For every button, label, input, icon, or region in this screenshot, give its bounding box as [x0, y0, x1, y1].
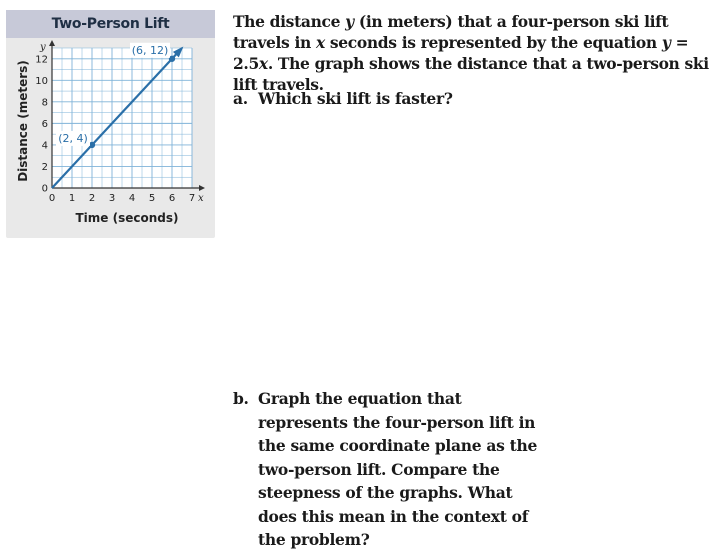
equation-x: x: [258, 54, 268, 73]
question-b-text: Graph the equation that represents the four-person lift in the same coordinate plane as the two-person lift. Compare the steepness of the graphs. What does this mean in the context of the problem?: [258, 389, 538, 549]
problem-stem: [233, 11, 715, 95]
y-axis-arrow: [49, 40, 55, 46]
question-a: [233, 88, 703, 109]
equation-y: y: [661, 33, 671, 52]
y-tick-label: 2: [41, 161, 48, 173]
x-axis-arrow: [199, 185, 205, 191]
question-b-marker: b.: [233, 389, 249, 408]
x-tick-label: 7: [188, 193, 196, 204]
x-variable-label: x: [198, 193, 204, 204]
line-chart: [0, 0, 230, 245]
y-tick-label: 6: [41, 118, 48, 130]
stem-text-2: (in meters) that a four-person ski lift travels in: [233, 12, 669, 52]
x-tick-label: 6: [168, 193, 176, 204]
y-tick-label: 8: [41, 97, 48, 109]
x-tick-label: 3: [108, 193, 116, 204]
question-a-marker: a.: [233, 89, 248, 108]
x-tick-label: 0: [48, 193, 56, 204]
y-tick-label: 10: [35, 75, 48, 87]
stem-var-x: x: [315, 33, 325, 52]
stem-text-3: seconds is represented by the equation: [324, 33, 662, 52]
question-a-text: Which ski lift is faster?: [258, 89, 453, 108]
point-label: (6, 12): [131, 43, 169, 57]
x-tick-label: 2: [88, 193, 96, 204]
chart-title: Two-Person Lift: [6, 10, 215, 38]
x-tick-label: 4: [128, 193, 136, 204]
y-variable-label: y: [40, 42, 46, 53]
stem-text-4: . The graph shows the distance that a two-person ski lift travels.: [233, 54, 709, 94]
x-axis-title: Time (seconds): [75, 211, 179, 225]
y-axis-title: Distance (meters): [16, 60, 30, 182]
x-tick-label: 1: [68, 193, 76, 204]
point-label: (2, 4): [58, 131, 88, 145]
y-tick-label: 0: [41, 183, 48, 195]
y-tick-label: 12: [35, 54, 48, 66]
x-tick-label: 5: [148, 193, 156, 204]
y-tick-label: 4: [41, 140, 48, 152]
stem-var-y: y: [345, 12, 354, 31]
question-b: [233, 387, 553, 552]
equation-mid: = 2.5: [233, 33, 689, 73]
stem-text-1: The distance: [233, 12, 346, 31]
